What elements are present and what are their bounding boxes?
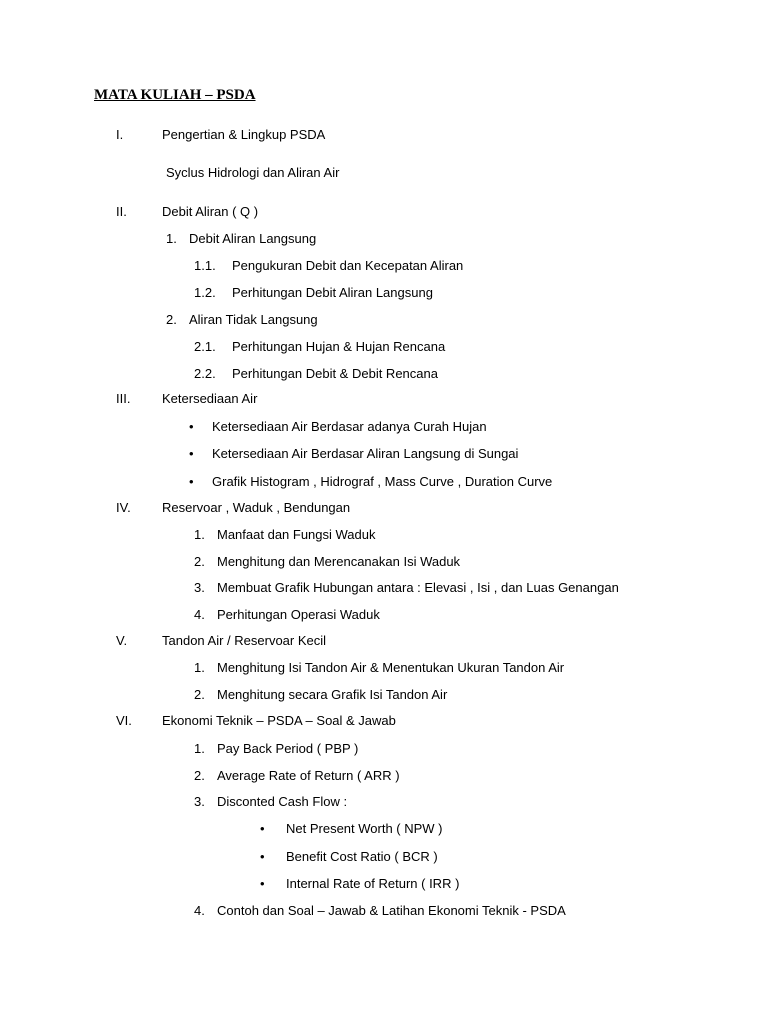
list-item: Average Rate of Return ( ARR ) — [217, 768, 400, 783]
bullet-icon: • — [189, 446, 194, 461]
section-heading: Ekonomi Teknik – PSDA – Soal & Jawab — [162, 713, 396, 728]
bullet-icon: • — [189, 419, 194, 434]
list-item: Manfaat dan Fungsi Waduk — [217, 527, 376, 542]
list-item-number: 2.1. — [194, 339, 216, 354]
list-item: Membuat Grafik Hubungan antara : Elevasi , Isi , dan Luas Genangan — [217, 580, 619, 595]
section-numeral: III. — [116, 391, 131, 406]
list-item: Grafik Histogram , Hidrograf , Mass Curve , Duration Curve — [212, 474, 553, 489]
list-item: Menghitung Isi Tandon Air & Menentukan Ukuran Tandon Air — [217, 660, 565, 675]
list-item: Perhitungan Hujan & Hujan Rencana — [232, 339, 446, 354]
bullet-icon: • — [260, 849, 265, 864]
list-item-number: 3. — [194, 794, 205, 809]
list-item: Contoh dan Soal – Jawab & Latihan Ekonomi Teknik - PSDA — [217, 903, 566, 918]
list-item-number: 2.2. — [194, 366, 216, 381]
list-item-number: 4. — [194, 607, 205, 622]
section-numeral: IV. — [116, 500, 131, 515]
list-item-number: 1. — [194, 741, 205, 756]
bullet-icon: • — [260, 821, 265, 836]
list-item: Perhitungan Debit Aliran Langsung — [232, 285, 433, 300]
list-item: Internal Rate of Return ( IRR ) — [286, 876, 460, 891]
list-item: Disconted Cash Flow : — [217, 794, 348, 809]
section-numeral: I. — [116, 127, 124, 142]
section-heading: Tandon Air / Reservoar Kecil — [162, 633, 327, 648]
list-item-number: 2. — [194, 768, 205, 783]
section-heading: Debit Aliran ( Q ) — [162, 204, 259, 219]
bullet-icon: • — [260, 876, 265, 891]
list-item: Perhitungan Operasi Waduk — [217, 607, 380, 622]
list-item: Aliran Tidak Langsung — [189, 312, 318, 327]
list-item-number: 3. — [194, 580, 205, 595]
list-item: Net Present Worth ( NPW ) — [286, 821, 443, 836]
list-item-number: 1. — [194, 527, 205, 542]
list-item-number: 4. — [194, 903, 205, 918]
list-item-number: 2. — [194, 554, 205, 569]
section-heading: Reservoar , Waduk , Bendungan — [162, 500, 351, 515]
list-item-number: 1. — [194, 660, 205, 675]
section-numeral: V. — [116, 633, 128, 648]
list-item: Perhitungan Debit & Debit Rencana — [232, 366, 438, 381]
list-item-number: 2. — [166, 312, 177, 327]
list-item-number: 2. — [194, 687, 205, 702]
list-item: Pay Back Period ( PBP ) — [217, 741, 359, 756]
bullet-icon: • — [189, 474, 194, 489]
section-heading: Ketersediaan Air — [162, 391, 258, 406]
list-item: Debit Aliran Langsung — [189, 231, 317, 246]
list-item: Pengukuran Debit dan Kecepatan Aliran — [232, 258, 464, 273]
section-numeral: II. — [116, 204, 127, 219]
list-item-number: 1.1. — [194, 258, 216, 273]
list-item-number: 1. — [166, 231, 177, 246]
list-item: Menghitung secara Grafik Isi Tandon Air — [217, 687, 448, 702]
section-subheading: Syclus Hidrologi dan Aliran Air — [166, 165, 340, 180]
section-heading: Pengertian & Lingkup PSDA — [162, 127, 326, 142]
list-item: Ketersediaan Air Berdasar Aliran Langsung di Sungai — [212, 446, 519, 461]
list-item: Ketersediaan Air Berdasar adanya Curah Hujan — [212, 419, 487, 434]
list-item-number: 1.2. — [194, 285, 216, 300]
section-numeral: VI. — [116, 713, 132, 728]
list-item: Menghitung dan Merencanakan Isi Waduk — [217, 554, 461, 569]
page-title: MATA KULIAH – PSDA — [94, 87, 256, 103]
list-item: Benefit Cost Ratio ( BCR ) — [286, 849, 438, 864]
